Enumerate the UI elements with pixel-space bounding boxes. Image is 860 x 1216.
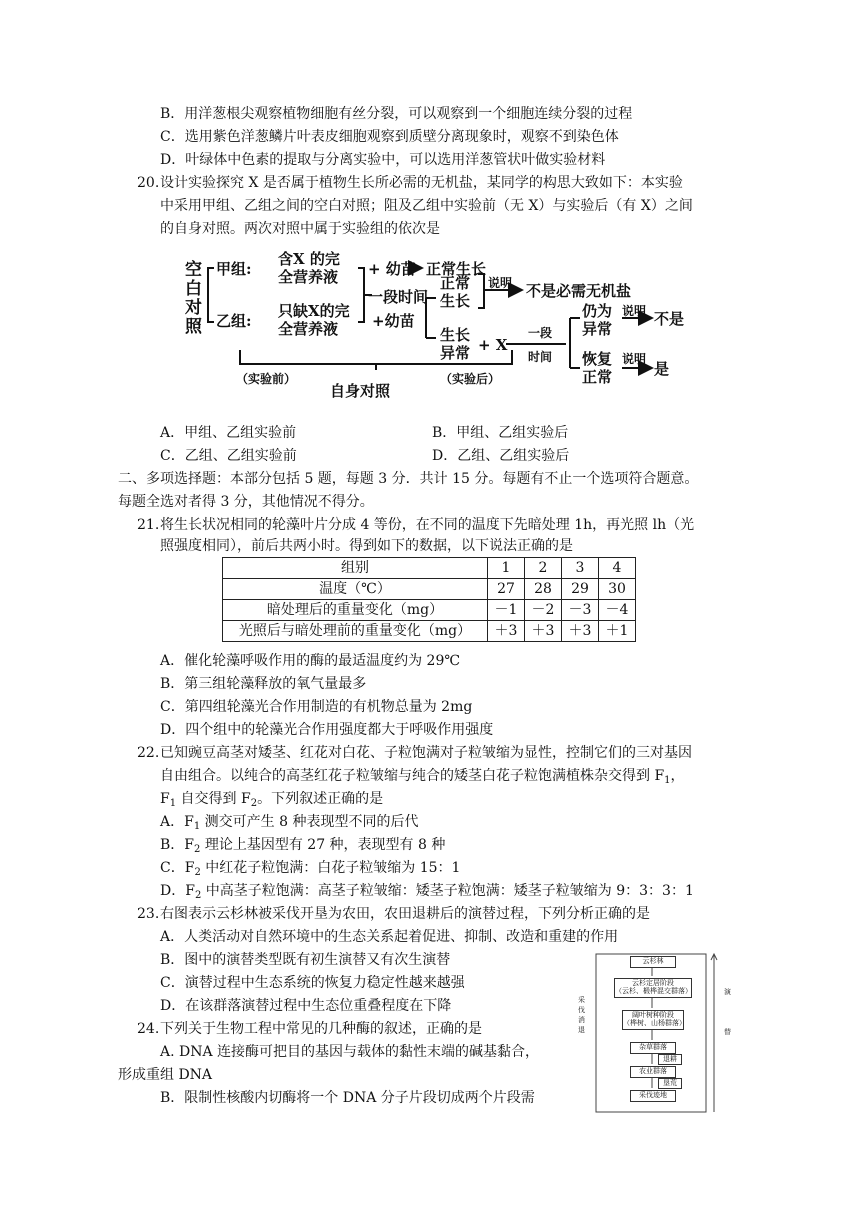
q22-option-b-text: 理论上基因型有 27 种，表现型有 8 种 [200, 837, 446, 853]
q22-option-b-sub: 2 [194, 844, 201, 855]
q22-stem-line2 [160, 765, 685, 787]
q21-option-a: A．催化轮藻呼吸作用的酶的最适温度约为 29℃ [160, 653, 461, 669]
table-row [223, 600, 636, 621]
q23-number: 23. [137, 906, 160, 922]
q20-period-2-top: 一段 [528, 326, 553, 340]
q21-stem-line2: 照强度相同），前后共两小时。得到如下的数据，以下说法正确的是 [160, 538, 573, 554]
q22-option-a [160, 811, 418, 833]
table-cell: 暗处理后的重量变化（mg） [223, 600, 488, 621]
table-row [223, 579, 636, 600]
q22-option-b-prefix: B．F [160, 837, 195, 853]
q22-stem-line3-text: 自交得到 F [176, 791, 251, 807]
q20-group-a-label: 甲组: [216, 260, 252, 278]
q20-number: 20. [137, 175, 160, 191]
q23-broadleaf-stage-line2: （桦树、山杨群落） [623, 1019, 686, 1027]
table-cell: 1 [488, 558, 525, 579]
q20-still-abnormal-1: 仍为 [582, 302, 613, 320]
q24-option-b: B．限制性核酸内切酶将一个 DNA 分子片段切成两个片段需 [160, 1090, 535, 1106]
table-cell: ＋3 [525, 621, 562, 642]
q20-experiment-diagram [182, 246, 690, 406]
table-cell: 组别 [223, 558, 488, 579]
q22-stem-line3-sub1: 1 [169, 798, 177, 809]
q22-stem-line2-text: 自由组合。以纯合的高茎红花子粒皱缩与纯合的矮茎白花子粒饱满植株杂交得到 F [160, 768, 665, 784]
q20-period-2-bottom: 时间 [528, 350, 553, 364]
q20-explains-1: 说明 [488, 276, 513, 290]
q24-stem: 下列关于生物工程中常见的几种酶的叙述，正确的是 [160, 1021, 482, 1037]
q20-period-label: 一段时间 [368, 288, 429, 306]
q20-stem-line1: 设计实验探究 X 是否属于植物生长所必需的无机盐，某同学的构思大致如下：本实验 [160, 175, 683, 191]
q22-option-b [160, 834, 445, 856]
q22-option-a-text: 测交可产生 8 种表现型不同的后代 [200, 814, 419, 830]
q24-number: 24. [137, 1021, 160, 1037]
table-cell: 3 [562, 558, 599, 579]
q20-group-b-normal-2: 生长 [440, 292, 471, 310]
q21-option-d: D．四个组中的轮藻光合作用强度都大于呼吸作用强度 [160, 722, 494, 738]
q20-option-b: B．甲组、乙组实验后 [432, 425, 569, 441]
table-cell: 30 [599, 579, 636, 600]
q23-cut-label-3: 消 [578, 1016, 585, 1024]
q23-broadleaf-stage-line1: 阔叶树种阶段 [632, 1011, 674, 1019]
q20-group-b-label: 乙组: [216, 312, 252, 330]
q22-stem-line3-sub2: 2 [250, 798, 258, 809]
q23-box-broadleaf-stage [622, 1010, 684, 1030]
q22-stem-line3-end: 。下列叙述正确的是 [257, 791, 384, 807]
q22-option-c-prefix: C．F [160, 860, 195, 876]
q20-plus-x: + X [478, 336, 508, 354]
q21-data-table [222, 557, 636, 642]
q22-stem-line2-sub: 1 [664, 775, 671, 786]
table-cell: －4 [599, 600, 636, 621]
table-cell: 光照后与暗处理前的重量变化（mg） [223, 621, 488, 642]
q24-option-a-line1: A. DNA 连接酶可把目的基因与载体的黏性末端的碱基黏合， [160, 1044, 540, 1060]
table-cell: ＋3 [562, 621, 599, 642]
q22-option-c-text: 中红花子粒饱满：白花子粒皱缩为 15：1 [200, 860, 461, 876]
q22-number: 22. [137, 745, 160, 761]
q22-option-d [160, 880, 694, 902]
q22-option-c-sub: 2 [194, 867, 201, 878]
section2-heading-line1: 二、多项选择题：本部分包括 5 题，每题 3 分．共计 15 分。每题有不止一个选项符合题意。 [118, 471, 699, 487]
q20-option-a: A．甲组、乙组实验前 [160, 425, 297, 441]
q22-option-c [160, 857, 460, 879]
q20-stem-line3: 的自身对照。两次对照中属于实验组的依次是 [160, 221, 440, 237]
table-cell: ＋1 [599, 621, 636, 642]
q20-group-b-normal-1: 正常 [440, 274, 471, 292]
q22-stem-line3-f: F [160, 791, 170, 807]
q23-box-farm: 农业群落 [630, 1066, 676, 1078]
q20-group-b-solution-2: 全营养液 [278, 320, 339, 338]
q20-stem-line2: 中采用甲组、乙组之间的空白对照；阻及乙组中实验前（无 X）与实验后（有 X）之间 [160, 198, 693, 214]
q20-before-label: （实验前） [236, 372, 297, 386]
q20-still-abnormal-2: 异常 [582, 320, 613, 338]
q23-stable-stage-line2: （云杉、椴桦混交群落） [615, 987, 692, 995]
q23-box-stable-stage [614, 978, 692, 998]
q19-option-b: B．用洋葱根尖观察植物细胞有丝分裂，可以观察到一个细胞连续分裂的过程 [160, 106, 633, 122]
q22-option-d-sub: 2 [194, 890, 202, 901]
q20-explains-2: 说明 [622, 304, 647, 318]
table-cell: 28 [525, 579, 562, 600]
q23-box-fallow: 退耕 [658, 1054, 682, 1065]
q23-cut-label-2: 伐 [578, 1006, 585, 1014]
q20-abnormal-1: 生长 [440, 326, 471, 344]
q23-cut-label-1: 采 [578, 996, 585, 1004]
q23-option-c: C．演替过程中生态系统的恢复力稳定性越来越强 [160, 975, 465, 991]
q20-not-essential: 不是必需无机盐 [526, 282, 632, 300]
q22-option-d-prefix: D．F [160, 883, 195, 899]
q22-option-d-text: 中高茎子粒饱满：高茎子粒皱缩：矮茎子粒饱满：矮茎子粒皱缩为 9：3：3：1 [201, 883, 694, 899]
q21-option-b: B．第三组轮藻释放的氧气量最多 [160, 676, 367, 692]
q20-explains-3: 说明 [622, 352, 647, 366]
q23-box-weed: 杂草群落 [630, 1042, 676, 1054]
q20-is-not: 不是 [654, 310, 685, 328]
q20-after-label: （实验后） [440, 372, 501, 386]
q21-number: 21. [137, 517, 160, 533]
q23-option-b: B．图中的演替类型既有初生演替又有次生演替 [160, 952, 451, 968]
q20-self-control-label: 自身对照 [330, 382, 391, 400]
q20-option-d: D．乙组、乙组实验后 [432, 448, 570, 464]
q20-group-b-solution-1: 只缺X的完 [278, 302, 350, 320]
q22-option-a-sub: 1 [193, 821, 201, 832]
q23-option-d: D．在该群落演替过程中生态位重叠程度在下降 [160, 998, 452, 1014]
q20-recovers-2: 正常 [582, 368, 613, 386]
q20-blank-control-label: 空白对照 [181, 260, 201, 336]
q22-stem-line2-end: ， [670, 768, 685, 784]
q23-succession-label-2: 替 [724, 1028, 731, 1036]
q20-recovers-1: 恢复 [582, 350, 613, 368]
q20-group-a-solution-2: 全营养液 [278, 268, 339, 286]
q20-group-a-normal: 正常生长 [426, 260, 487, 278]
q20-option-c: C．乙组、乙组实验前 [160, 448, 297, 464]
q23-box-reclaim: 垦荒 [658, 1078, 682, 1089]
q23-stem: 右图表示云杉林被采伐开垦为农田，农田退耕后的演替过程，下列分析正确的是 [160, 906, 650, 922]
q20-group-b-seedling: +幼苗 [372, 312, 415, 330]
q23-succession-label-1: 演 [724, 988, 731, 996]
q20-is: 是 [654, 360, 670, 378]
q23-box-yunshan: 云杉林 [630, 956, 676, 968]
table-row [223, 558, 636, 579]
table-cell: 27 [488, 579, 525, 600]
table-cell: 温度（℃） [223, 579, 488, 600]
q21-stem-line1: 将生长状况相同的轮藻叶片分成 4 等份，在不同的温度下先暗处理 1h，再光照 lh（光 [160, 517, 695, 533]
q23-succession-figure [574, 952, 750, 1116]
table-row [223, 621, 636, 642]
table-cell: －1 [488, 600, 525, 621]
q22-stem-line3 [160, 788, 383, 810]
section2-heading-line2: 每题全选对者得 3 分，其他情况不得分。 [118, 494, 374, 510]
q19-option-c: C．选用紫色洋葱鳞片叶表皮细胞观察到质壁分离现象时，观察不到染色体 [160, 129, 619, 145]
q23-stable-stage-line1: 云杉定居阶段 [632, 979, 674, 987]
q20-abnormal-2: 异常 [440, 344, 471, 362]
q21-option-c: C．第四组轮藻光合作用制造的有机物总量为 2mg [160, 699, 473, 715]
table-cell: －3 [562, 600, 599, 621]
q23-box-cut-site: 采伐迹地 [630, 1090, 676, 1102]
q24-option-a-line2: 形成重组 DNA [118, 1067, 213, 1083]
table-cell: 2 [525, 558, 562, 579]
q20-group-a-solution-1: 含X 的完 [278, 250, 340, 268]
q22-option-a-prefix: A．F [160, 814, 194, 830]
table-cell: ＋3 [488, 621, 525, 642]
q19-option-d: D．叶绿体中色素的提取与分离实验中，可以选用洋葱管状叶做实验材料 [160, 152, 606, 168]
q23-option-a: A．人类活动对自然环境中的生态关系起着促进、抑制、改造和重建的作用 [160, 929, 619, 945]
table-cell: －2 [525, 600, 562, 621]
table-cell: 4 [599, 558, 636, 579]
q20-group-a-seedling: + 幼苗 [368, 260, 416, 278]
q22-stem-line1: 已知豌豆高茎对矮茎、红花对白花、子粒饱满对子粒皱缩为显性，控制它们的三对基因 [160, 745, 692, 761]
table-cell: 29 [562, 579, 599, 600]
q23-cut-label-4: 退 [578, 1026, 585, 1034]
